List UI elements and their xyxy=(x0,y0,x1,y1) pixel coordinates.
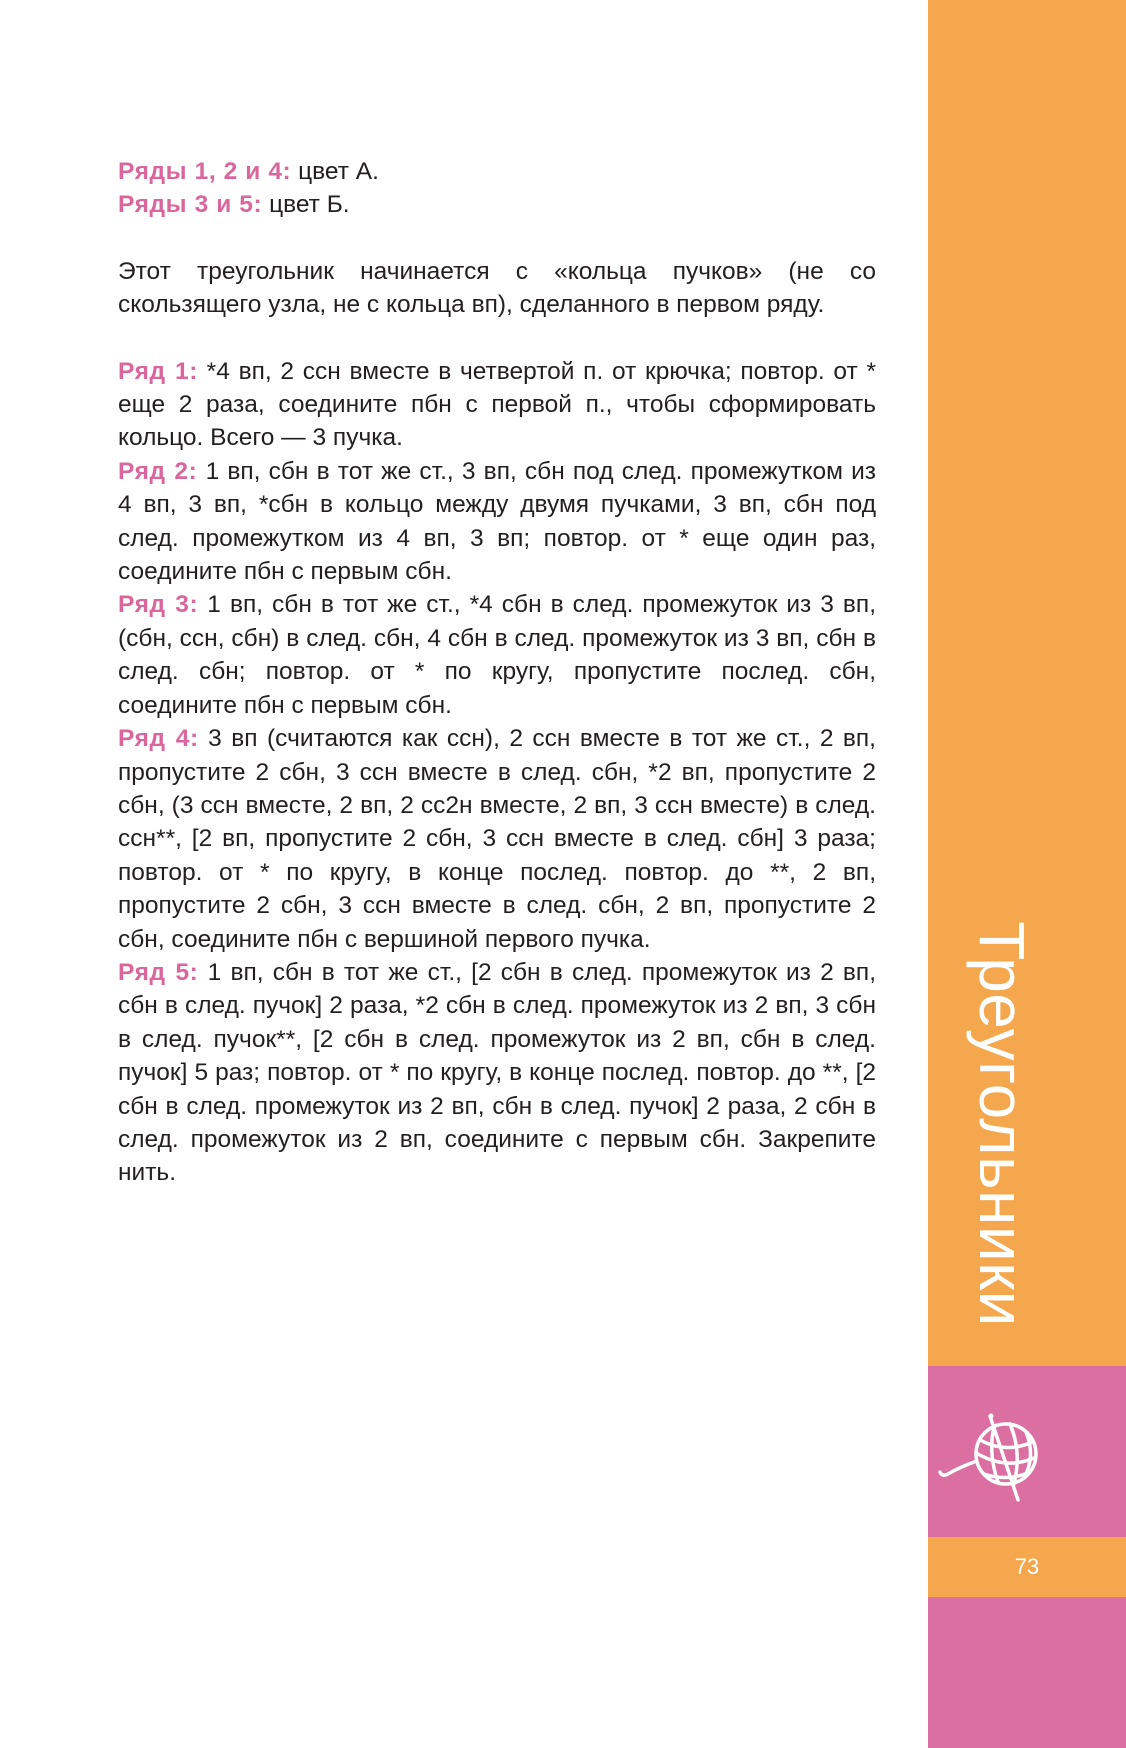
row-5-label: Ряд 5: xyxy=(118,958,199,986)
row-2 xyxy=(118,455,876,589)
color-text-b: цвет Б. xyxy=(262,191,350,219)
row-1 xyxy=(118,355,876,455)
row-3-label: Ряд 3: xyxy=(118,591,199,619)
row-5 xyxy=(118,956,876,1190)
color-label-a: Ряды 1, 2 и 4: xyxy=(118,158,292,185)
sidebar-bottom-panel xyxy=(928,1597,1126,1748)
row-4 xyxy=(118,722,876,956)
section-title: Треугольники xyxy=(966,921,1038,1327)
color-label-b: Ряды 3 и 5: xyxy=(118,191,263,219)
row-4-text: 3 вп (считаются как ссн), 2 ссн вместе в тот же ст., 2 вп, пропустите 2 сбн, 3 ссн вместе в след. сбн, *2 вп, пропустите 2 сбн, (3 ссн вместе, 2 вп, 2 сс2н вместе, 2 вп, 3 ссн вместе) в след. ссн**, [2 вп, пропустите 2 сбн, 3 ссн вместе в след. сбн] 3 раза; повтор. от * по кругу, в конце послед. повтор. до **, 2 вп, пропустите 2 сбн, 3 ссн вместе в след. сбн, 2 вп, пропустите 2 сбн, соедините пбн с вершиной первого пучка. xyxy=(118,725,876,953)
row-1-label: Ряд 1: xyxy=(118,357,198,385)
row-3 xyxy=(118,588,876,722)
color-line-b xyxy=(118,188,876,221)
row-2-text: 1 вп, сбн в тот же ст., 3 вп, сбн под след. промежутком из 4 вп, 3 вп, *сбн в кольцо между двумя пучками, 3 вп, сбн под след. промежутком из 4 вп, 3 вп; повтор. от * еще один раз, соедините пбн с первым сбн. xyxy=(118,457,877,586)
color-line-a xyxy=(118,155,876,188)
row-1-text: *4 вп, 2 ссн вместе в четвертой п. от крючка; повтор. от * еще 2 раза, соедините пбн с первой п., чтобы сформировать кольцо. Всего — 3 пучка. xyxy=(118,357,876,452)
row-2-label: Ряд 2: xyxy=(118,457,198,485)
row-4-label: Ряд 4: xyxy=(118,725,199,753)
row-5-text: 1 вп, сбн в тот же ст., [2 сбн в след. промежуток из 2 вп, сбн в след. пучок] 2 раза, *2 сбн в след. промежуток из 2 вп, 3 сбн в след. пучок**, [2 сбн в след. промежуток из 2 вп, сбн в след. пучок] 5 раз; повтор. от * по кругу, в конце послед. повтор. до **, [2 сбн в след. промежуток из 2 вп, сбн в след. пучок] 2 раза, 2 сбн в след. промежуток из 2 вп, соедините с первым сбн. Закрепите нить. xyxy=(118,958,876,1187)
color-text-a: цвет А. xyxy=(291,158,379,185)
row-3-text: 1 вп, сбн в тот же ст., *4 сбн в след. промежуток из 3 вп, (сбн, ссн, сбн) в след. сбн, 4 сбн в след. промежуток из 3 вп, сбн в след. сбн; повтор. от * по кругу, пропустите послед. сбн, соедините пбн с первым сбн. xyxy=(118,591,877,719)
page-number: 73 xyxy=(1014,1554,1040,1579)
yarn-ball-icon xyxy=(938,1402,1056,1512)
instructions xyxy=(118,155,876,1190)
intro-paragraph: Этот треугольник начинается с «кольца пучков» (не со скользящего узла, не с кольца вп), сделанного в первом ряду. xyxy=(118,257,876,319)
